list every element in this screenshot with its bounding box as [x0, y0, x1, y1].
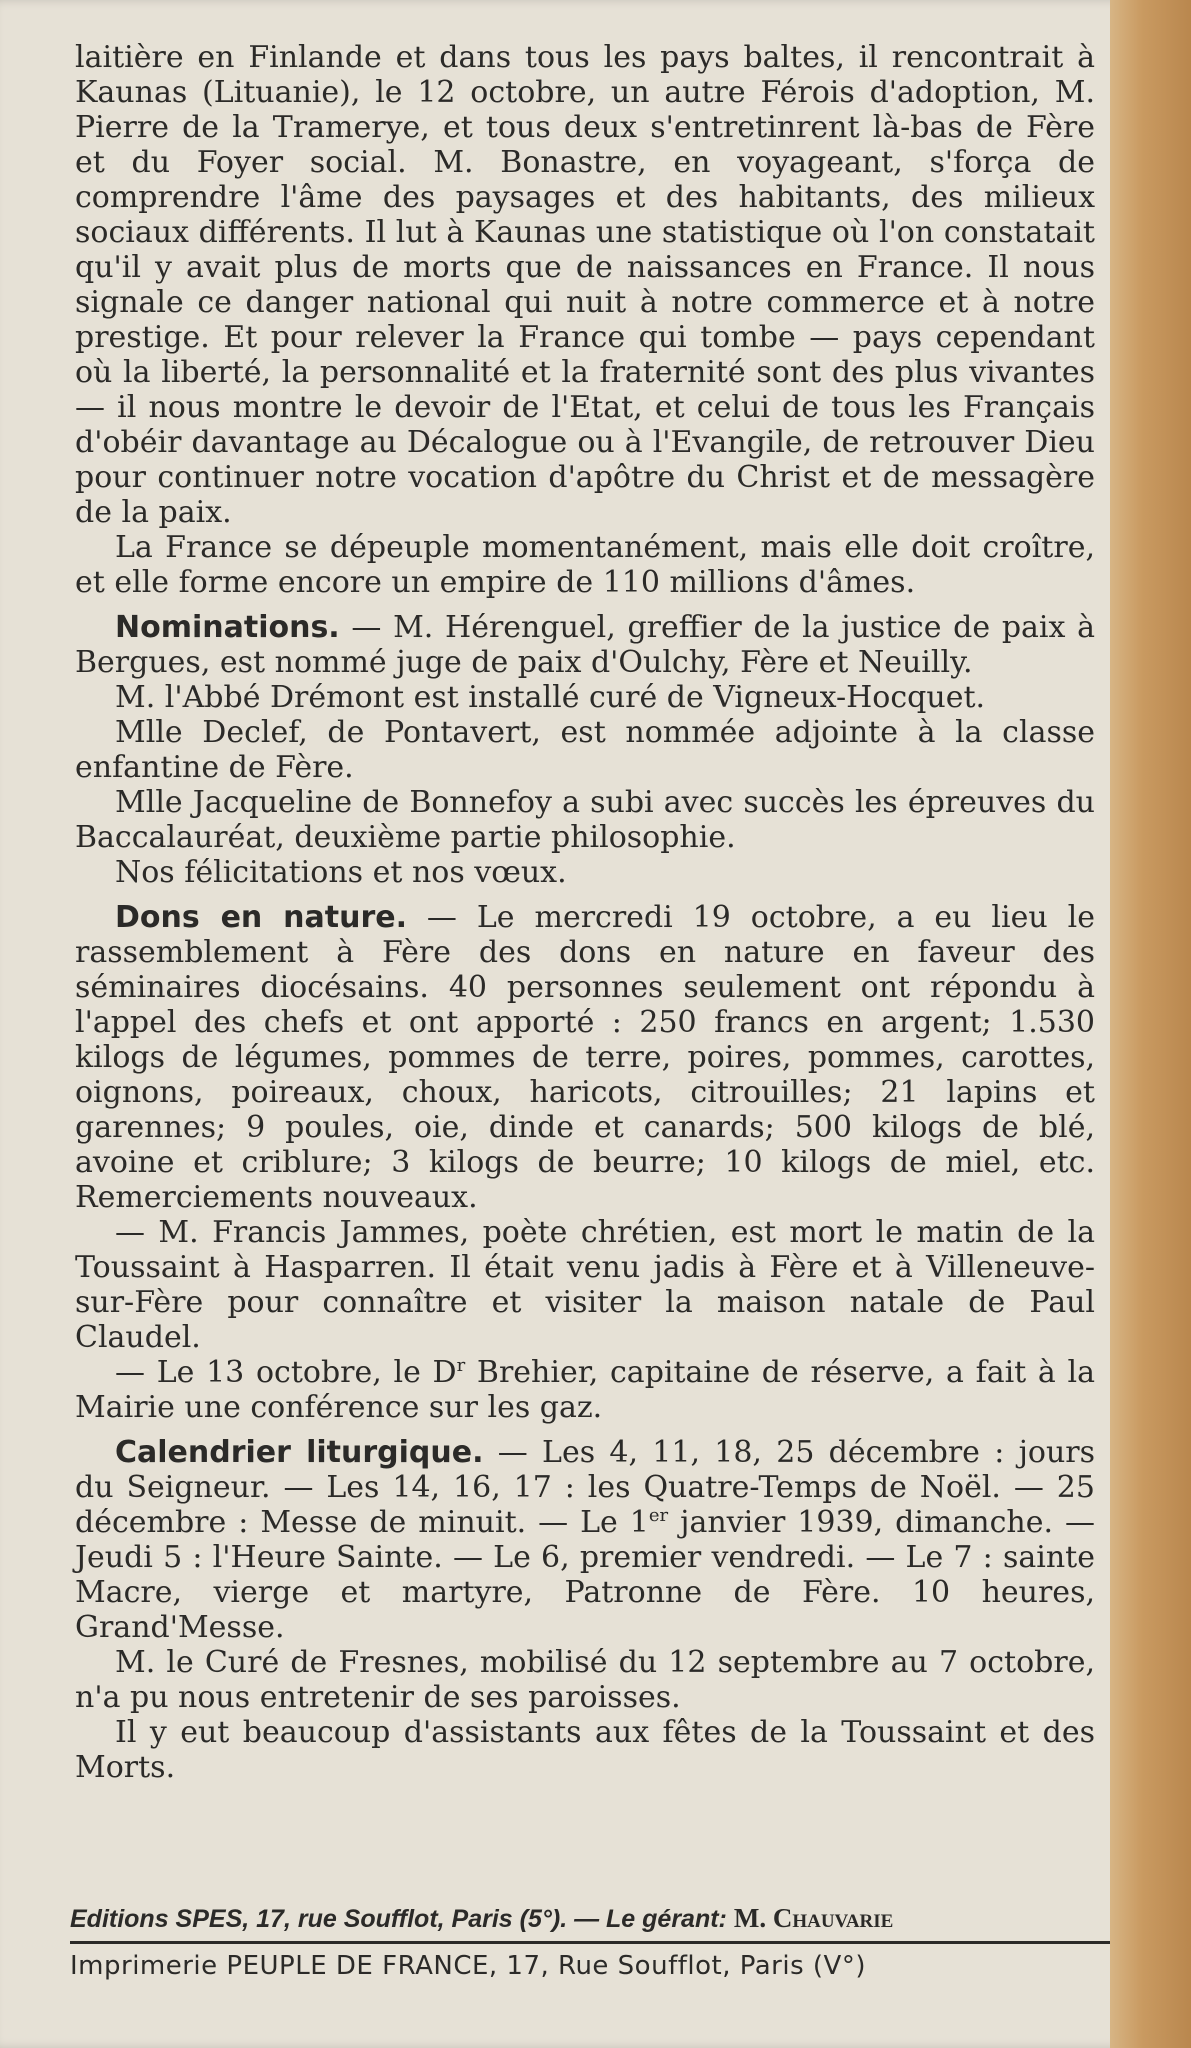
paragraph-fresnes: M. le Curé de Fresnes, mobilisé du 12 septembre au 7 octobre, n'a pu nous entretenir de ses paroisses. — [75, 1645, 1095, 1715]
calendrier-heading: Calendrier liturgique. — [115, 1435, 484, 1470]
page-footer — [70, 1902, 1110, 1982]
paragraph-calendrier — [75, 1435, 1095, 1645]
dons-text: — Le mercredi 19 octobre, a eu lieu le rassemblement à Fère des dons en nature en faveur des séminaires diocésains. 40 personnes seulement ont répondu à l'appel des chefs et ont apporté : 250 francs en argent; 1.530 kilogs de légumes, pommes de terre, poires, pommes, carottes, oignons, poireaux, choux, haricots, citrouilles; 21 lapins et garennes; 9 poules, oie, dinde et canards; 500 kilogs de blé, avoine et criblure; 3 kilogs de beurre; 10 kilogs de miel, etc. Remerciements nouveaux. — [75, 900, 1095, 1215]
printer-line: Imprimerie PEUPLE DE FRANCE, 17, Rue Soufflot, Paris (V°) — [70, 1951, 866, 1981]
paragraph-brehier — [75, 1355, 1095, 1425]
paper-edge — [1110, 0, 1191, 2048]
paragraph-dons — [75, 900, 1095, 1215]
paragraph-felicitations: Nos félicitations et nos vœux. — [115, 855, 567, 890]
paragraph-france-depeuple: La France se dépeuple momentanément, mais elle doit croître, et elle forme encore un empire de 110 millions d'âmes. — [75, 530, 1095, 600]
paragraph-declef: Mlle Declef, de Pontavert, est nommée adjointe à la classe enfantine de Fère. — [75, 715, 1095, 785]
nominations-heading: Nominations. — [115, 610, 340, 645]
calendrier-superscript: er — [648, 1505, 669, 1526]
calendrier-text-a: — Les 4, 11, 18, 25 décembre : jours du Seigneur. — Les 14, 16, 17 : les Quatre-Temps de Noël. — 25 décembre : Messe de minuit. — Le 1 — [75, 1435, 1095, 1540]
paragraph-nominations — [75, 610, 1095, 680]
dons-heading: Dons en nature. — [115, 900, 407, 935]
footer-divider — [70, 1941, 1110, 1944]
calendrier-text-b: janvier 1939, dimanche. — Jeudi 5 : l'Heure Sainte. — Le 6, premier vendredi. — Le 7 : sainte Macre, vierge et martyre, Patronne de Fère. 10 heures, Grand'Messe. — [75, 1505, 1095, 1645]
paragraph-dremont: M. l'Abbé Drémont est installé curé de Vigneux-Hocquet. — [115, 680, 986, 715]
manager-name: M. Chauvarie — [733, 1903, 894, 1933]
publisher-line — [70, 1902, 1110, 1935]
brehier-text-b: Brehier, capitaine de réserve, a fait à la Mairie une conférence sur les gaz. — [75, 1355, 1096, 1425]
paragraph-bonastre: laitière en Finlande et dans tous les pays baltes, il rencontrait à Kaunas (Lituanie), le 12 octobre, un autre Férois d'adoption, M. Pierre de la Tramerye, et tous deux s'entretinrent là-bas de Fère et du Foyer social. M. Bonastre, en voyageant, s'força de comprendre l'âme des paysages et des habitants, des milieux sociaux différents. Il lut à Kaunas une statistique où l'on constatait qu'il y avait plus de morts que de naissances en France. Il nous signale ce danger national qui nuit à notre commerce et à notre prestige. Et pour relever la France qui tombe — pays cependant où la liberté, la personnalité et la fraternité sont des plus vivantes — il nous montre le devoir de l'Etat, et celui de tous les Français d'obéir davantage au Décalogue ou à l'Evangile, de retrouver Dieu pour continuer notre vocation d'apôtre du Christ et de messagère de la paix. — [75, 40, 1095, 530]
paragraph-toussaint: Il y eut beaucoup d'assistants aux fêtes de la Toussaint et des Morts. — [75, 1715, 1095, 1785]
paragraph-jammes: — M. Francis Jammes, poète chrétien, est mort le matin de la Toussaint à Hasparren. Il était venu jadis à Fère et à Villeneuve-sur-Fère pour connaître et visiter la maison natale de Paul Claudel. — [75, 1215, 1095, 1355]
publisher-text: Editions SPES, 17, rue Soufflot, Paris (5°). — Le gérant: — [70, 1905, 734, 1933]
article-body — [75, 40, 1095, 1785]
paragraph-bonnefoy: Mlle Jacqueline de Bonnefoy a subi avec succès les épreuves du Baccalauréat, deuxième partie philosophie. — [75, 785, 1095, 855]
brehier-text-a: — Le 13 octobre, le D — [115, 1355, 457, 1390]
brehier-superscript: r — [456, 1355, 466, 1376]
nominations-text: — M. Hérenguel, greffier de la justice de paix à Bergues, est nommé juge de paix d'Oulchy, Fère et Neuilly. — [75, 610, 1095, 680]
